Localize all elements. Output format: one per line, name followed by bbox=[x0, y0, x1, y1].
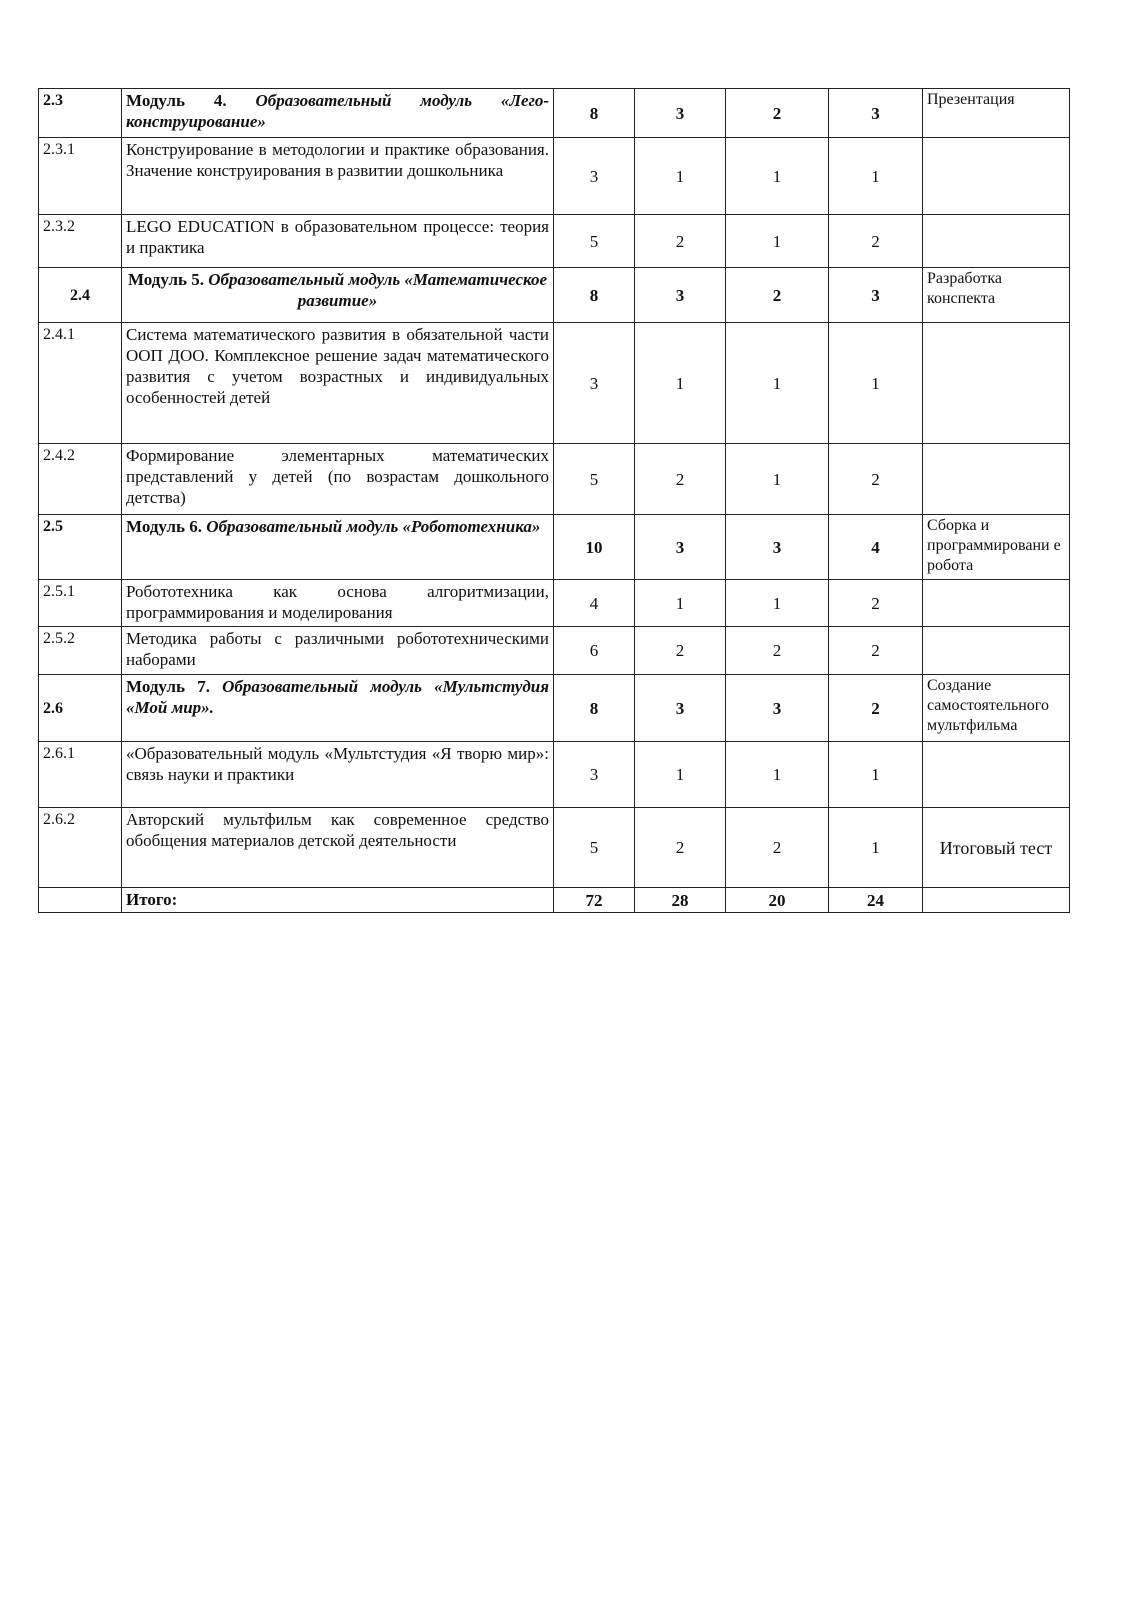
row-code: 2.3 bbox=[39, 89, 122, 138]
hours-col1: 1 bbox=[635, 580, 726, 627]
hours-total: 5 bbox=[554, 444, 635, 515]
hours-col3: 1 bbox=[829, 138, 923, 215]
hours-total: 3 bbox=[554, 323, 635, 444]
hours-col3: 3 bbox=[829, 268, 923, 323]
table-row bbox=[39, 138, 1070, 215]
row-code: 2.5.2 bbox=[39, 627, 122, 675]
total-col2: 20 bbox=[726, 888, 829, 913]
hours-col2: 2 bbox=[726, 268, 829, 323]
table-row bbox=[39, 215, 1070, 268]
total-code bbox=[39, 888, 122, 913]
total-row bbox=[39, 888, 1070, 913]
hours-col1: 2 bbox=[635, 627, 726, 675]
hours-total: 4 bbox=[554, 580, 635, 627]
table-row bbox=[39, 808, 1070, 888]
row-code: 2.3.2 bbox=[39, 215, 122, 268]
table-row bbox=[39, 89, 1070, 138]
hours-col3: 2 bbox=[829, 675, 923, 742]
control-form: Разработка конспекта bbox=[923, 268, 1070, 323]
row-title: Робототехника как основа алгоритмизации, программирования и моделирования bbox=[122, 580, 554, 627]
control-form bbox=[923, 627, 1070, 675]
module-name: Образовательный модуль «Мультстудия «Мой мир». bbox=[126, 677, 549, 717]
hours-total: 3 bbox=[554, 138, 635, 215]
hours-col3: 1 bbox=[829, 808, 923, 888]
row-code: 2.3.1 bbox=[39, 138, 122, 215]
row-code: 2.6.1 bbox=[39, 742, 122, 808]
hours-total: 6 bbox=[554, 627, 635, 675]
control-form: Презентация bbox=[923, 89, 1070, 138]
module-prefix: Модуль 7. bbox=[126, 677, 210, 696]
hours-total: 8 bbox=[554, 89, 635, 138]
row-title bbox=[122, 515, 554, 580]
hours-col3: 2 bbox=[829, 627, 923, 675]
control-form bbox=[923, 444, 1070, 515]
hours-col2: 2 bbox=[726, 808, 829, 888]
hours-col3: 4 bbox=[829, 515, 923, 580]
hours-col3: 2 bbox=[829, 580, 923, 627]
row-title: Система математического развития в обязательной части ООП ДОО. Комплексное решение задач математического развития с учетом возрастных и индивидуальных особенностей детей bbox=[122, 323, 554, 444]
module-name: Образовательный модуль «Математическое развитие» bbox=[208, 270, 548, 310]
total-label: Итого: bbox=[122, 888, 554, 913]
control-form bbox=[923, 580, 1070, 627]
total-col3: 24 bbox=[829, 888, 923, 913]
total-hours: 72 bbox=[554, 888, 635, 913]
hours-col2: 1 bbox=[726, 580, 829, 627]
hours-col1: 1 bbox=[635, 323, 726, 444]
hours-col3: 2 bbox=[829, 215, 923, 268]
control-form: Создание самостоятельного мультфильма bbox=[923, 675, 1070, 742]
row-code: 2.6 bbox=[39, 675, 122, 742]
row-code: 2.4.1 bbox=[39, 323, 122, 444]
row-title: Конструирование в методологии и практике образования. Значение конструирования в развитии дошкольника bbox=[122, 138, 554, 215]
total-col1: 28 bbox=[635, 888, 726, 913]
hours-col2: 3 bbox=[726, 515, 829, 580]
control-form: Сборка и программировани е робота bbox=[923, 515, 1070, 580]
hours-col2: 1 bbox=[726, 215, 829, 268]
row-code: 2.5 bbox=[39, 515, 122, 580]
row-title bbox=[122, 675, 554, 742]
hours-col2: 1 bbox=[726, 323, 829, 444]
hours-col3: 1 bbox=[829, 742, 923, 808]
hours-col2: 3 bbox=[726, 675, 829, 742]
row-title: Авторский мультфильм как современное средство обобщения материалов детской деятельности bbox=[122, 808, 554, 888]
table-row bbox=[39, 444, 1070, 515]
hours-col2: 1 bbox=[726, 444, 829, 515]
hours-col2: 1 bbox=[726, 138, 829, 215]
hours-total: 5 bbox=[554, 808, 635, 888]
hours-total: 10 bbox=[554, 515, 635, 580]
row-code: 2.4 bbox=[39, 268, 122, 323]
row-code: 2.5.1 bbox=[39, 580, 122, 627]
row-title: «Образовательный модуль «Мультстудия «Я творю мир»: связь науки и практики bbox=[122, 742, 554, 808]
hours-col1: 3 bbox=[635, 515, 726, 580]
module-prefix: Модуль 4. bbox=[126, 91, 227, 110]
control-form: Итоговый тест bbox=[923, 808, 1070, 888]
hours-col1: 2 bbox=[635, 808, 726, 888]
control-form bbox=[923, 138, 1070, 215]
hours-col2: 1 bbox=[726, 742, 829, 808]
hours-col3: 1 bbox=[829, 323, 923, 444]
control-form bbox=[923, 215, 1070, 268]
hours-total: 3 bbox=[554, 742, 635, 808]
hours-col3: 2 bbox=[829, 444, 923, 515]
hours-col2: 2 bbox=[726, 89, 829, 138]
table-row bbox=[39, 627, 1070, 675]
row-title: Методика работы с различными робототехническими наборами bbox=[122, 627, 554, 675]
hours-total: 5 bbox=[554, 215, 635, 268]
table-row bbox=[39, 580, 1070, 627]
hours-col1: 1 bbox=[635, 742, 726, 808]
row-code: 2.6.2 bbox=[39, 808, 122, 888]
hours-total: 8 bbox=[554, 268, 635, 323]
row-code: 2.4.2 bbox=[39, 444, 122, 515]
table-row bbox=[39, 675, 1070, 742]
module-name: Образовательный модуль «Лего-конструирование» bbox=[126, 91, 550, 131]
hours-col1: 3 bbox=[635, 675, 726, 742]
hours-col1: 3 bbox=[635, 268, 726, 323]
row-title bbox=[122, 89, 554, 138]
control-form bbox=[923, 742, 1070, 808]
control-form bbox=[923, 323, 1070, 444]
hours-col3: 3 bbox=[829, 89, 923, 138]
hours-col2: 2 bbox=[726, 627, 829, 675]
module-prefix: Модуль 5. bbox=[127, 270, 204, 289]
table-row bbox=[39, 268, 1070, 323]
hours-col1: 2 bbox=[635, 444, 726, 515]
module-name: Образовательный модуль «Робототехника» bbox=[206, 517, 541, 536]
row-title: Формирование элементарных математических представлений у детей (по возрастам дошкольного детства) bbox=[122, 444, 554, 515]
hours-col1: 1 bbox=[635, 138, 726, 215]
hours-total: 8 bbox=[554, 675, 635, 742]
table-row bbox=[39, 742, 1070, 808]
module-prefix: Модуль 6. bbox=[126, 517, 203, 536]
total-form bbox=[923, 888, 1070, 913]
row-title bbox=[122, 268, 554, 323]
hours-col1: 3 bbox=[635, 89, 726, 138]
row-title: LEGO EDUCATION в образовательном процессе: теория и практика bbox=[122, 215, 554, 268]
hours-col1: 2 bbox=[635, 215, 726, 268]
table-row bbox=[39, 323, 1070, 444]
table-row bbox=[39, 515, 1070, 580]
curriculum-table bbox=[38, 88, 1070, 913]
